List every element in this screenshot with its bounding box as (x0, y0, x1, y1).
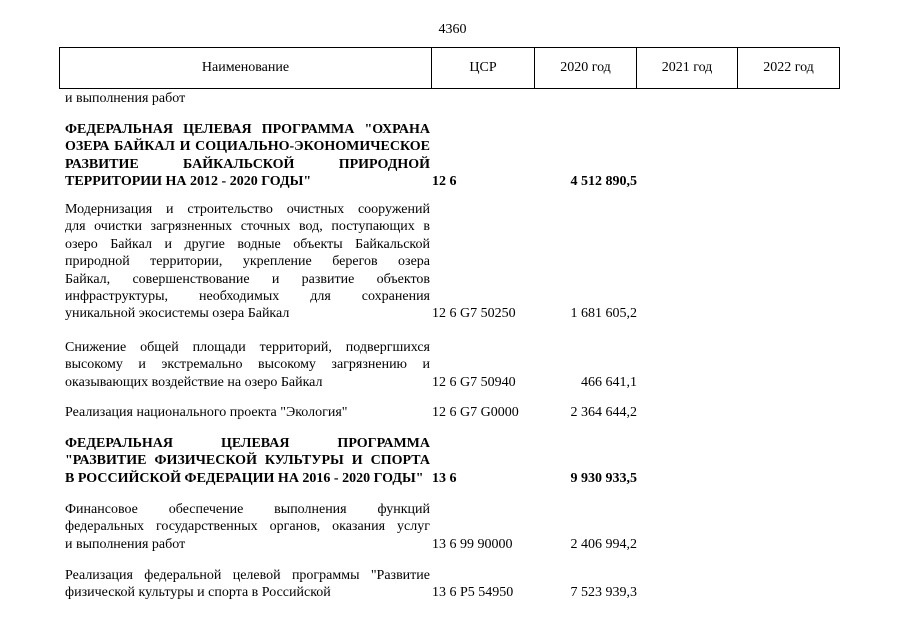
row-name-line: уникальной экосистемы озера Байкал (65, 306, 290, 322)
row-name-line: высокому и экстремально высокому загрязнению и (65, 357, 430, 373)
column-header-2020: 2020 год (535, 48, 637, 89)
row-name (65, 90, 430, 107)
row-name (65, 567, 430, 602)
row-name-line: физической культуры и спорта в Российской (65, 585, 331, 601)
row-name-line: Модернизация и строительство очистных сооружений (65, 202, 430, 217)
row-csr: 12 6 G7 50250 (432, 306, 516, 322)
page-number: 4360 (438, 22, 467, 37)
row-sum-2020: 2 406 994,2 (570, 536, 637, 552)
row-name-line: и выполнения работ (65, 536, 186, 552)
row-name-line: природной территории, укрепление берегов озера (65, 254, 430, 270)
row-name-line: Реализация национального проекта "Экология" (65, 405, 348, 420)
row-name-line: Реализация федеральной целевой программы "Развитие (65, 568, 430, 583)
row-csr: 12 6 G7 50940 (432, 374, 516, 390)
row-name-line: для очистки загрязненных сточных вод, поступающих в (65, 219, 430, 235)
row-csr: 13 6 (432, 470, 457, 486)
row-name (65, 339, 430, 391)
row-name-line: федеральных государственных органов, оказания услуг (65, 519, 430, 535)
row-sum-2020: 7 523 939,3 (570, 585, 637, 601)
row-name (65, 404, 430, 421)
row-name-line: ТЕРРИТОРИИ НА 2012 - 2020 ГОДЫ" (65, 174, 312, 190)
row-name (65, 121, 430, 191)
row-name-line: ОЗЕРА БАЙКАЛ И СОЦИАЛЬНО-ЭКОНОМИЧЕСКОЕ (65, 139, 430, 155)
row-name-line: "РАЗВИТИЕ ФИЗИЧЕСКОЙ КУЛЬТУРЫ И СПОРТА (65, 453, 430, 469)
row-csr: 12 6 G7 G0000 (432, 405, 519, 420)
row-name-line: ФЕДЕРАЛЬНАЯ ЦЕЛЕВАЯ ПРОГРАММА "ОХРАНА (65, 122, 430, 137)
row-name-line: оказывающих воздействие на озеро Байкал (65, 374, 323, 390)
row-sum-2020: 9 930 933,5 (570, 470, 637, 486)
row-sum-2020: 4 512 890,5 (570, 174, 637, 190)
row-name (65, 501, 430, 553)
column-header-2022: 2022 год (738, 48, 840, 89)
row-name-line: В РОССИЙСКОЙ ФЕДЕРАЦИИ НА 2016 - 2020 ГОДЫ" (65, 470, 424, 486)
row-sum-2020: 1 681 605,2 (570, 306, 637, 322)
row-name-line: Финансовое обеспечение выполнения функций (65, 502, 430, 517)
row-name (65, 201, 430, 323)
row-name-line: озеро Байкал и другие водные объекты Байкальской (65, 236, 430, 252)
column-header-csr: ЦСР (432, 48, 535, 89)
row-sum-2020: 466 641,1 (581, 374, 637, 390)
row-csr: 13 6 99 90000 (432, 536, 513, 552)
row-name (65, 435, 430, 487)
row-name-line: инфраструктуры, необходимых для сохранения (65, 289, 430, 305)
row-csr: 12 6 (432, 174, 457, 190)
table-header (59, 47, 840, 89)
row-name-line: ФЕДЕРАЛЬНАЯ ЦЕЛЕВАЯ ПРОГРАММА (65, 436, 430, 451)
column-header-name: Наименование (60, 48, 432, 89)
row-name-line: Байкал, совершенствование и развитие объектов (65, 271, 430, 287)
row-name-line: и выполнения работ (65, 91, 186, 106)
row-csr: 13 6 P5 54950 (432, 585, 514, 601)
row-sum-2020: 2 364 644,2 (570, 405, 637, 420)
row-name-line: Снижение общей площади территорий, подвергшихся (65, 340, 430, 355)
row-name-line: РАЗВИТИЕ БАЙКАЛЬСКОЙ ПРИРОДНОЙ (65, 156, 430, 172)
column-header-2021: 2021 год (637, 48, 738, 89)
